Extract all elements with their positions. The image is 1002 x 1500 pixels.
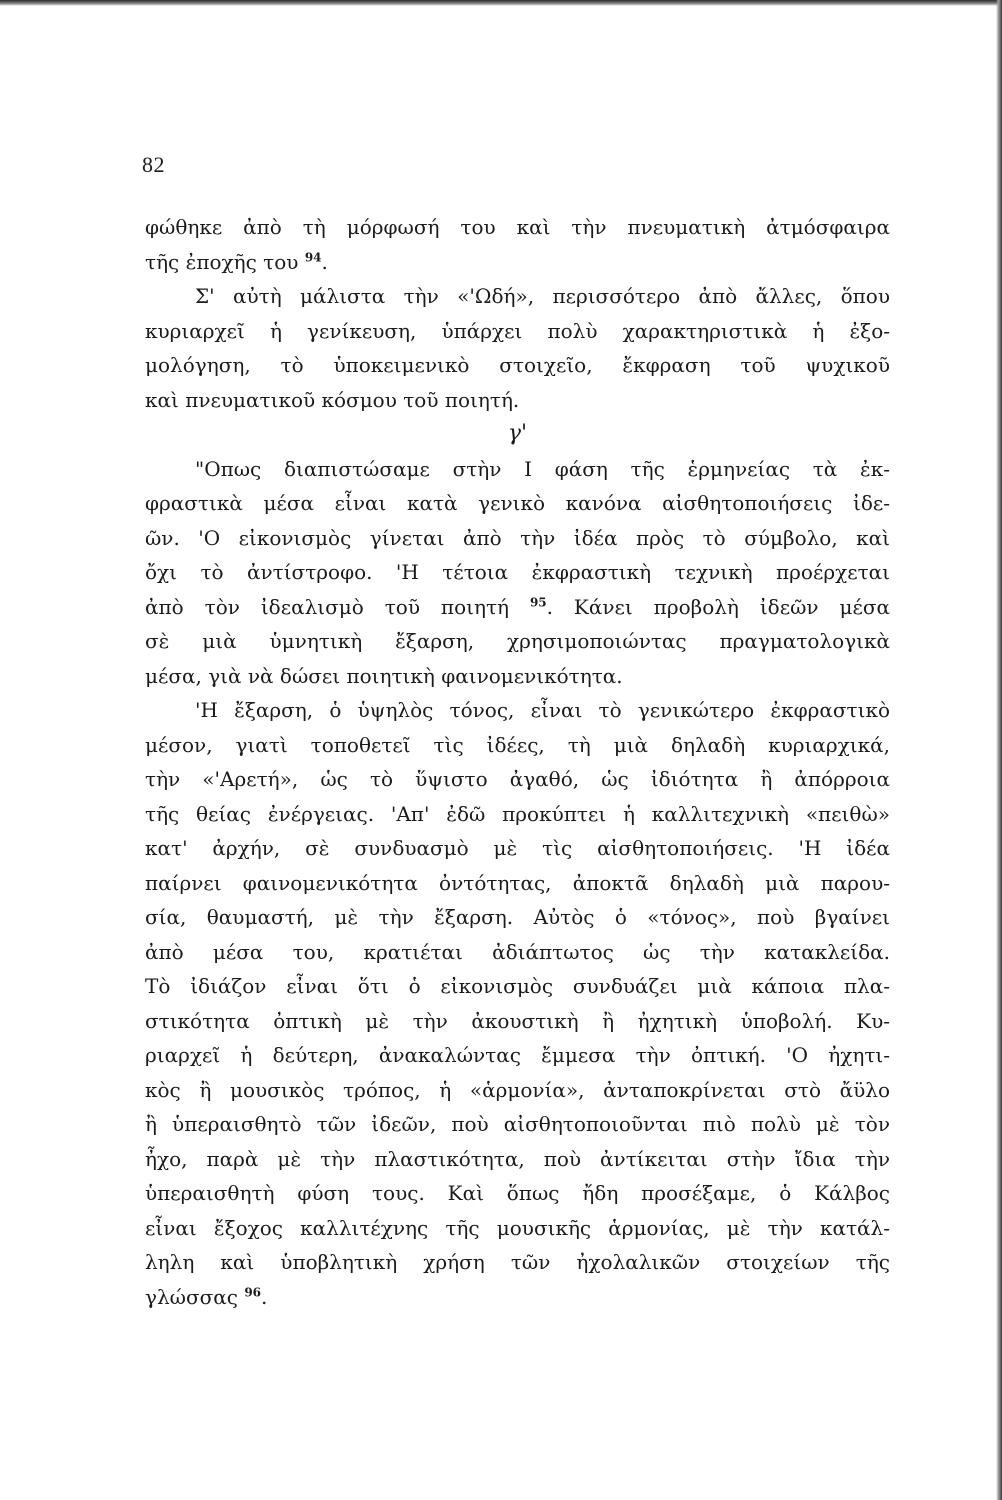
text-line <box>145 1038 890 1073</box>
text-line <box>145 969 890 1004</box>
line-text: γ' <box>507 421 528 446</box>
line-text: ἀπὸ μέσα του, κρατιέται ἀδιάπτωτος ὡς τὴν κατακλείδα. <box>145 939 890 964</box>
line-text: ῶν. 'Ο εἰκονισμὸς γίνεται ἀπὸ τὴν ἰδέα πρὸς τὸ σύμβολο, καὶ <box>145 525 890 550</box>
line-text: τὴν «'Αρετή», ὡς τὸ ὕψιστο ἀγαθό, ὡς ἰδιότητα ἢ ἀπόρροια <box>145 767 890 791</box>
text-line <box>145 452 890 487</box>
text-line <box>145 1280 890 1315</box>
text-line <box>145 797 890 832</box>
line-text: κυριαρχεῖ ἡ γενίκευση, ὑπάρχει πολὺ χαρακτηριστικὰ ἡ ἐξο- <box>145 318 890 343</box>
line-text: κὸς ἢ μουσικὸς τρόπος, ἡ «ἁρμονία», ἀνταποκρίνεται στὸ ἄϋλο <box>145 1077 890 1102</box>
line-text: μολόγηση, τὸ ὑποκειμενικὸ στοιχεῖο, ἔκφραση τοῦ ψυχικοῦ <box>145 353 890 377</box>
line-text: ἀπὸ τὸν ἰδεαλισμὸ τοῦ ποιητή <box>145 594 530 619</box>
line-text: σὲ μιὰ ὑμνητικὴ ἔξαρση, χρησιμοποιώντας πραγματολογικὰ <box>145 629 890 653</box>
page-number: 82 <box>142 152 165 177</box>
line-text: ἦχο, παρὰ μὲ τὴν πλαστικότητα, ποὺ ἀντίκειται στὴν ἴδια τὴν <box>145 1146 890 1171</box>
text-line <box>145 590 890 625</box>
text-line <box>145 486 890 521</box>
text-line <box>145 1142 890 1177</box>
text-line <box>145 555 890 590</box>
line-text: 'Η ἔξαρση, ὁ ὑψηλὸς τόνος, εἶναι τὸ γενικώτερο ἐκφραστικὸ <box>195 698 890 722</box>
line-text: ὑπεραισθητὴ φύση τους. Καὶ ὅπως ἤδη προσέξαμε, ὁ Κάλβος <box>145 1181 890 1205</box>
text-line <box>145 314 890 349</box>
line-text: εἶναι ἔξοχος καλλιτέχνης τῆς μουσικῆς ἁρμονίας, μὲ τὴν κατάλ- <box>145 1215 890 1240</box>
line-text: ἢ ὑπεραισθητὸ τῶν ἰδεῶν, ποὺ αἰσθητοποιοῦνται πιὸ πολὺ μὲ τὸν <box>145 1112 890 1136</box>
text-line <box>145 693 890 728</box>
text-line <box>145 659 890 694</box>
line-text: τῆς ἐποχῆς του <box>145 249 305 274</box>
footnote-marker: 95 <box>529 594 547 609</box>
line-text: φώθηκε ἀπὸ τὴ μόρφωσή του καὶ τὴν πνευματικὴ ἀτμόσφαιρα <box>145 215 890 239</box>
scan-edge-right <box>996 0 1002 1500</box>
text-line <box>145 210 890 245</box>
line-text: Σ' αὐτὴ μάλιστα τὴν «'Ωδή», περισσότερο ἀπὸ ἄλλες, ὅπου <box>195 284 890 308</box>
text-line <box>145 624 890 659</box>
text-line <box>145 245 890 280</box>
text-line <box>145 728 890 763</box>
line-text-tail: . <box>321 249 328 274</box>
line-text: ὄχι τὸ ἀντίστροφο. 'Η τέτοια ἐκφραστικὴ τεχνικὴ προέρχεται <box>145 560 890 584</box>
footnote-marker: 94 <box>304 249 322 264</box>
text-line <box>145 900 890 935</box>
section-heading <box>145 417 890 452</box>
text-line <box>145 1211 890 1246</box>
line-text: Τὸ ἰδιάζον εἶναι ὅτι ὁ εἰκονισμὸς συνδυάζει μιὰ κάποια πλα- <box>145 974 890 998</box>
line-text: στικότητα ὀπτικὴ μὲ τὴν ἀκουστικὴ ἢ ἠχητικὴ ὑποβολή. Κυ- <box>145 1008 890 1033</box>
line-text-tail: . Κάνει προβολὴ ἰδεῶν μέσα <box>546 594 890 619</box>
text-line <box>145 1073 890 1108</box>
text-line <box>145 1004 890 1039</box>
line-text: ληλη καὶ ὑποβλητικὴ χρήση τῶν ἠχολαλικῶν στοιχείων τῆς <box>145 1250 890 1274</box>
text-line <box>145 866 890 901</box>
text-line <box>145 935 890 970</box>
text-line <box>145 279 890 314</box>
line-text: "Οπως διαπιστώσαμε στὴν I φάση τῆς ἑρμηνείας τὰ ἐκ- <box>195 456 890 481</box>
line-text: μέσον, γιατὶ τοποθετεῖ τὶς ἰδέες, τὴ μιὰ δηλαδὴ κυριαρχικά, <box>145 732 890 757</box>
line-text: γλώσσας <box>145 1284 245 1309</box>
line-text: παίρνει φαινομενικότητα ὀντότητας, ἀποκτᾶ δηλαδὴ μιὰ παρου- <box>145 870 890 895</box>
text-line <box>145 1176 890 1211</box>
line-text-tail: . <box>261 1284 268 1309</box>
line-text: σία, θαυμαστή, μὲ τὴν ἔξαρση. Αὐτὸς ὁ «τόνος», ποὺ βγαίνει <box>145 905 890 929</box>
footnote-marker: 96 <box>244 1284 262 1299</box>
text-line <box>145 521 890 556</box>
line-text: μέσα, γιὰ νὰ δώσει ποιητικὴ φαινομενικότητα. <box>145 663 623 688</box>
body-text <box>145 210 890 1314</box>
text-line <box>145 831 890 866</box>
scan-edge-top <box>0 0 1002 6</box>
text-line <box>145 348 890 383</box>
line-text: καὶ πνευματικοῦ κόσμου τοῦ ποιητή. <box>145 387 520 412</box>
line-text: τῆς θείας ἐνέργειας. 'Απ' ἐδῶ προκύπτει ἡ καλλιτεχνικὴ «πειθὼ» <box>145 801 890 826</box>
text-line <box>145 1107 890 1142</box>
text-line <box>145 762 890 797</box>
text-line <box>145 383 890 418</box>
line-text: φραστικὰ μέσα εἶναι κατὰ γενικὸ κανόνα αἰσθητοποιήσεις ἰδε- <box>145 491 890 515</box>
line-text: κατ' ἀρχήν, σὲ συνδυασμὸ μὲ τὶς αἰσθητοποιήσεις. 'Η ἰδέα <box>145 836 890 860</box>
text-line <box>145 1245 890 1280</box>
line-text: ριαρχεῖ ἡ δεύτερη, ἀνακαλώντας ἔμμεσα τὴν ὀπτική. 'Ο ἠχητι- <box>145 1043 890 1067</box>
